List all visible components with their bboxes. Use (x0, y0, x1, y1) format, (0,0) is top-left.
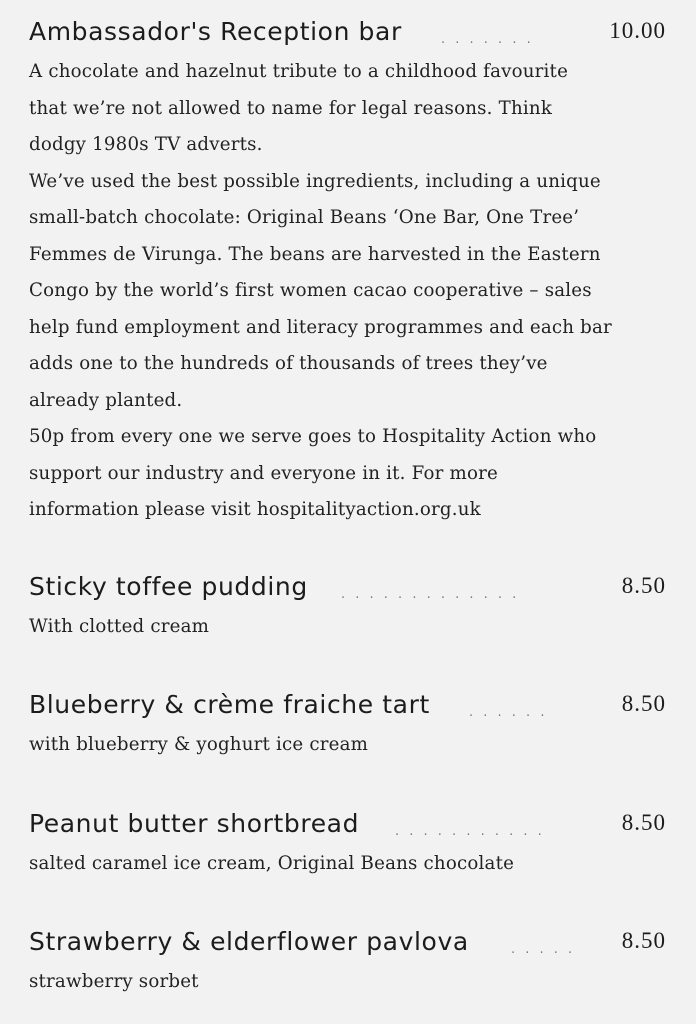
menu-item-header (29, 804, 666, 846)
menu-item-price: 10.00 (609, 18, 666, 43)
menu-item-ambassadors-reception-bar (29, 12, 666, 529)
description-line: Femmes de Virunga. The beans are harvested in the Eastern (29, 243, 601, 265)
description-line: already planted. (29, 389, 183, 411)
description-line: support our industry and everyone in it. For more (29, 462, 498, 484)
description-line: help fund employment and literacy programmes and each bar (29, 316, 612, 338)
menu-item-name: Sticky toffee pudding (29, 571, 308, 601)
description-line: Congo by the world’s first women cacao cooperative – sales (29, 280, 592, 301)
menu-item-header (29, 922, 666, 964)
description-line: small-batch chocolate: Original Beans ‘One Bar, One Tree’ (29, 207, 580, 228)
menu-item-name: Strawberry & elderflower pavlova (29, 927, 469, 956)
menu-item-header (29, 567, 666, 609)
dot-leader: . . . . . . . . . . . . . (341, 586, 520, 602)
dot-leader: . . . . . (511, 942, 576, 957)
menu-item-strawberry-pavlova (29, 922, 666, 1001)
description-line: A chocolate and hazelnut tribute to a childhood favourite (29, 61, 569, 82)
description-line: With clotted cream (29, 615, 210, 637)
description-line: information please visit hospitalityaction.org.uk (29, 499, 481, 520)
menu-item-sticky-toffee-pudding (29, 567, 666, 646)
menu-item-name: Ambassador's Reception bar (29, 17, 402, 46)
description-line: salted caramel ice cream, Original Beans chocolate (29, 852, 515, 874)
menu-item-peanut-butter-shortbread (29, 804, 666, 883)
menu-item-price: 8.50 (621, 691, 666, 716)
dot-leader: . . . . . . . (441, 32, 534, 47)
menu-item-price: 8.50 (621, 809, 666, 835)
dot-leader: . . . . . . (469, 705, 548, 720)
menu-item-description (29, 54, 666, 529)
menu-item-header (29, 12, 666, 54)
dot-leader: . . . . . . . . . . . (395, 823, 545, 839)
menu-item-description (29, 609, 666, 646)
menu-item-description (29, 846, 666, 883)
description-line: strawberry sorbet (29, 971, 199, 992)
description-line: that we’re not allowed to name for legal reasons. Think (29, 97, 553, 119)
menu-item-price: 8.50 (621, 928, 666, 953)
description-line: with blueberry & yoghurt ice cream (29, 734, 369, 755)
description-line: 50p from every one we serve goes to Hospitality Action who (29, 426, 597, 447)
description-line: We’ve used the best possible ingredients, including a unique (29, 170, 601, 192)
menu-item-name: Peanut butter shortbread (29, 808, 360, 838)
description-line: dodgy 1980s TV adverts. (29, 134, 263, 155)
description-line: adds one to the hundreds of thousands of trees they’ve (29, 353, 548, 374)
menu-item-description (29, 964, 666, 1001)
menu-item-blueberry-tart (29, 685, 666, 764)
menu-item-description (29, 727, 666, 764)
menu-item-price: 8.50 (621, 572, 666, 598)
menu-item-name: Blueberry & crème fraiche tart (29, 690, 430, 719)
menu-item-header (29, 685, 666, 727)
